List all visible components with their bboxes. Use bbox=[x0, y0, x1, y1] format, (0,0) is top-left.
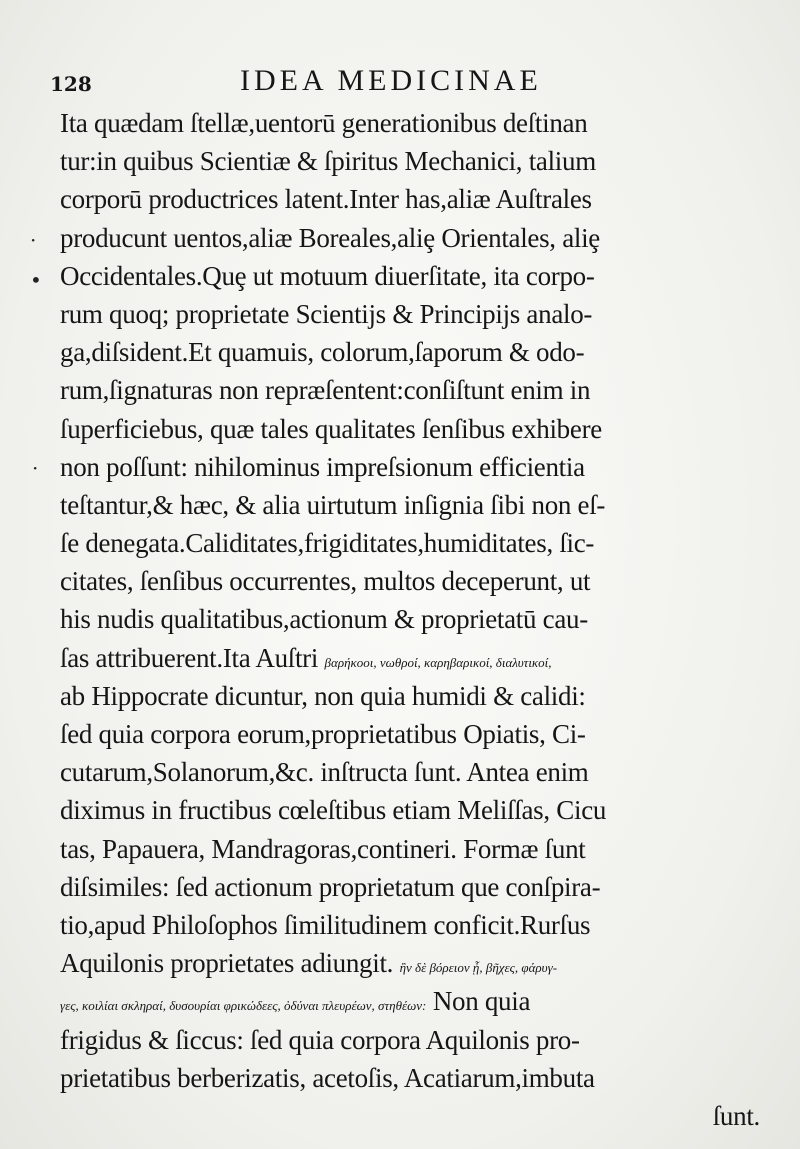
text-line: Occidentales.Quȩ ut motuum diuerſitate, ita corpo- bbox=[60, 260, 595, 291]
text-line: ſuperficiebus, quæ tales qualitates ſenſibus exhibere bbox=[60, 413, 602, 444]
text-line: ſas attribuerent.Ita Auſtri βαρήκοοι, νωθροί, καρηβαρικοί, διαλυτικοί, bbox=[60, 642, 552, 673]
text-line: diſsimiles: ſed actionum proprietatum que conſpira- bbox=[60, 871, 601, 902]
page-number: 128 bbox=[50, 72, 92, 96]
text-line: ga,diſsident.Et quamuis, colorum,ſaporum & odo- bbox=[60, 337, 585, 368]
running-head: IDEA MEDICINAE bbox=[240, 64, 542, 97]
greek-quote: ἢν δὲ βόρειον ᾖ, βῆχες, φάρυγ- bbox=[399, 960, 558, 976]
text-line: tio,apud Philoſophos ſimilitudinem conficit.Rurſus bbox=[60, 909, 591, 940]
text-line: rum,ſignaturas non repræſentent:conſiſtunt enim in bbox=[60, 375, 591, 406]
margin-dot: · bbox=[30, 228, 37, 252]
text-line: rum quoq; proprietate Scientijs & Principijs analo- bbox=[60, 298, 593, 329]
text-line: γες, κοιλίαι σκληραί, δυσουρίαι φρικώδεες, ὀδύναι πλευρέων, στηθέων: Non quia bbox=[60, 986, 531, 1017]
text-line: prietatibus berberizatis, acetoſis, Acatiarum,imbuta bbox=[60, 1062, 595, 1093]
text-line-catchword: ſunt. bbox=[712, 1100, 760, 1131]
greek-quote: βαρήκοοι, νωθροί, καρηβαρικοί, διαλυτικοί, bbox=[324, 654, 552, 670]
text-line: ab Hippocrate dicuntur, non quia humidi & calidi: bbox=[60, 680, 586, 711]
text-line: tas, Papauera, Mandragoras,contineri. Formæ ſunt bbox=[60, 833, 586, 864]
text-line: producunt uentos,aliæ Boreales,aliȩ Orientales, aliȩ bbox=[60, 222, 600, 253]
text-line: his nudis qualitatibus,actionum & proprietatū cau- bbox=[60, 604, 588, 635]
text-line: citates, ſenſibus occurrentes, multos deceperunt, ut bbox=[60, 566, 591, 597]
text-line: non poſſunt: nihilominus impreſsionum efficientia bbox=[60, 451, 585, 482]
text-line: frigidus & ſiccus: ſed quia corpora Aquilonis pro- bbox=[60, 1024, 580, 1055]
text-line: cutarum,Solanorum,&c. inſtructa ſunt. Antea enim bbox=[60, 757, 589, 788]
margin-dot: · bbox=[32, 456, 39, 480]
text-line: teſtantur,& hæc, & alia uirtutum inſignia ſibi non eſ- bbox=[60, 489, 606, 520]
text-line: Ita quædam ſtellæ,uentorū generationibus deſtinan bbox=[60, 108, 588, 138]
text-line: tur:in quibus Scientiæ & ſpiritus Mechanici, talium bbox=[60, 146, 596, 177]
text-line: corporū productrices latent.Inter has,aliæ Auſtrales bbox=[60, 184, 592, 215]
margin-dot: • bbox=[30, 268, 42, 292]
text-line: ſed quia corpora eorum,proprietatibus Opiatis, Ci- bbox=[60, 719, 586, 749]
body-text bbox=[60, 104, 760, 1135]
text-line: Aquilonis proprietates adiungit. ἢν δὲ βόρειον ᾖ, βῆχες, φάρυγ- bbox=[60, 948, 558, 979]
text-line: diximus in fructibus cœleſtibus etiam Meliſſas, Cicu bbox=[60, 795, 607, 826]
greek-quote: γες, κοιλίαι σκληραί, δυσουρίαι φρικώδεες, ὀδύναι πλευρέων, στηθέων: bbox=[60, 998, 427, 1014]
text-line: ſe denegata.Caliditates,frigiditates,humiditates, ſic- bbox=[60, 528, 595, 559]
